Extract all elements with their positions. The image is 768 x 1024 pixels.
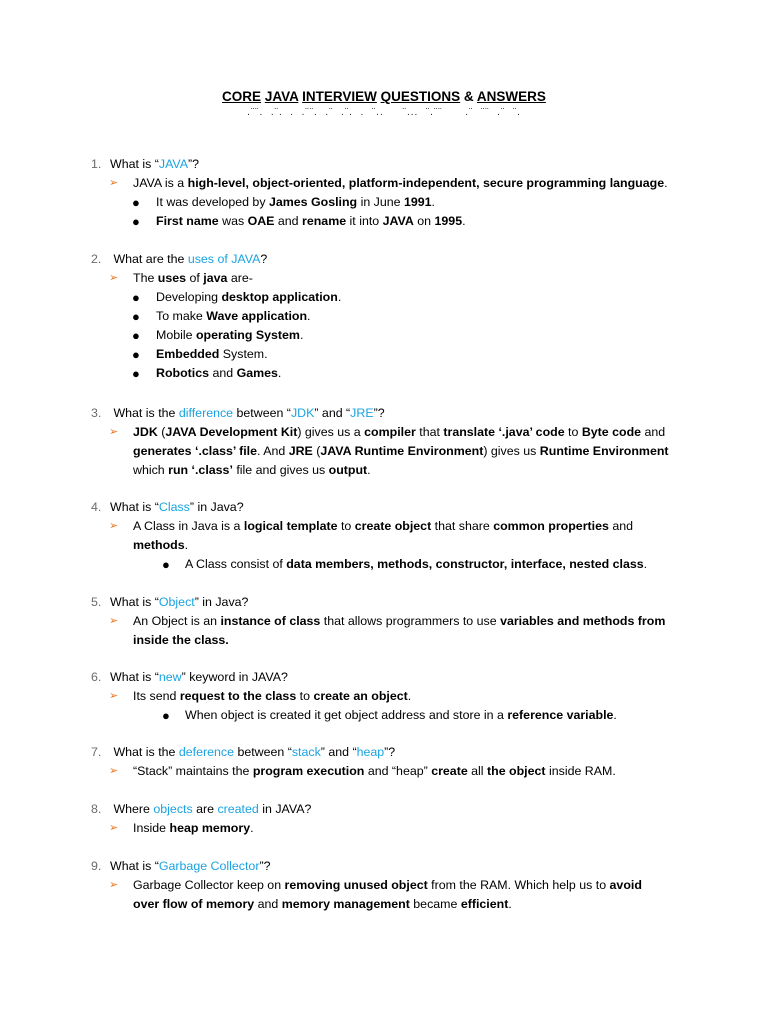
answer-4-continued: methods. [133, 538, 189, 552]
question-1 [91, 155, 711, 231]
arrow-icon: ➢ [109, 822, 119, 834]
question-7-title: 7. What is the deference between “stack” and “heap”? [91, 745, 396, 759]
list-item: ● When object is created it get object address and store in a reference variable. [162, 708, 617, 723]
question-5-title: 5. What is “Object” in Java? [91, 595, 249, 609]
question-2-title: 2. What are the uses of JAVA? [91, 252, 268, 266]
page-title: CORE JAVA INTERVIEW QUESTIONS & ANSWERS [222, 89, 546, 104]
list-item: ● To make Wave application. [132, 309, 311, 324]
answer-1: ➢ JAVA is a high-level, object-oriented, platform-independent, secure programming language. [91, 174, 711, 193]
answer-4: ➢ A Class in Java is a logical template to create object that share common properties and [91, 517, 711, 536]
bullet-icon: ● [162, 557, 170, 572]
list-item: ● A Class consist of data members, methods, constructor, interface, nested class. [162, 557, 648, 572]
answer-5-continued: inside the class. [133, 633, 229, 647]
question-6-title: 6. What is “new” keyword in JAVA? [91, 670, 288, 684]
answer-6: ➢ Its send request to the class to create an object. [91, 687, 711, 706]
list-item: ● Mobile operating System. [132, 328, 304, 343]
list-item: ● Robotics and Games. [132, 366, 282, 381]
bullet-icon: ● [132, 328, 140, 343]
arrow-icon: ➢ [109, 520, 119, 532]
arrow-icon: ➢ [109, 879, 119, 891]
bullet-icon: ● [162, 708, 170, 723]
question-1-title: 1. What is “JAVA”? [91, 157, 200, 171]
question-7 [91, 743, 711, 781]
bullet-icon: ● [132, 214, 140, 229]
answer-3-continued: which run ‘.class’ file and gives us output. [133, 463, 371, 477]
question-5 [91, 593, 711, 650]
answer-3: ➢ JDK (JAVA Development Kit) gives us a compiler that translate ‘.java’ code to Byte code and [91, 423, 711, 442]
question-3 [91, 404, 711, 480]
list-item: ● Developing desktop application. [132, 290, 342, 305]
list-item: ● Embedded System. [132, 347, 268, 362]
question-9-title: 9. What is “Garbage Collector”? [91, 859, 271, 873]
answer-7: ➢ “Stack” maintains the program execution and “heap” create all the object inside RAM. [91, 762, 711, 781]
arrow-icon: ➢ [109, 426, 119, 438]
answer-2: ➢ The uses of java are- [91, 269, 711, 288]
arrow-icon: ➢ [109, 272, 119, 284]
question-8 [91, 800, 711, 838]
question-4-title: 4. What is “Class” in Java? [91, 500, 244, 514]
answer-9-continued: over flow of memory and memory management became efficient. [133, 897, 512, 911]
answer-5: ➢ An Object is an instance of class that allows programmers to use variables and methods from [91, 612, 711, 631]
bullet-icon: ● [132, 195, 140, 210]
arrow-icon: ➢ [109, 615, 119, 627]
bullet-icon: ● [132, 366, 140, 381]
bullet-icon: ● [132, 309, 140, 324]
question-8-title: 8. Where objects are created in JAVA? [91, 802, 312, 816]
bullet-icon: ● [132, 347, 140, 362]
question-9 [91, 857, 711, 914]
question-4 [91, 498, 711, 574]
answer-9: ➢ Garbage Collector keep on removing unused object from the RAM. Which help us to avoid [91, 876, 711, 895]
decorative-dots: .¨¨. .¨. . .¨¨. .¨ .¨. . ¨.. ¨... ¨.¨¨ .¨ ¨¨ .¨ ¨. [247, 107, 521, 118]
arrow-icon: ➢ [109, 765, 119, 777]
answer-8: ➢ Inside heap memory. [91, 819, 711, 838]
bullet-icon: ● [132, 290, 140, 305]
question-2 [91, 250, 711, 383]
list-item: ● It was developed by James Gosling in June 1991. [132, 195, 435, 210]
list-item: ● First name was OAE and rename it into JAVA on 1995. [132, 214, 466, 229]
question-3-title: 3. What is the difference between “JDK” and “JRE”? [91, 406, 385, 420]
arrow-icon: ➢ [109, 177, 119, 189]
answer-3-continued: generates ‘.class’ file. And JRE (JAVA Runtime Environment) gives us Runtime Environment [133, 444, 669, 458]
arrow-icon: ➢ [109, 690, 119, 702]
question-6 [91, 668, 711, 725]
